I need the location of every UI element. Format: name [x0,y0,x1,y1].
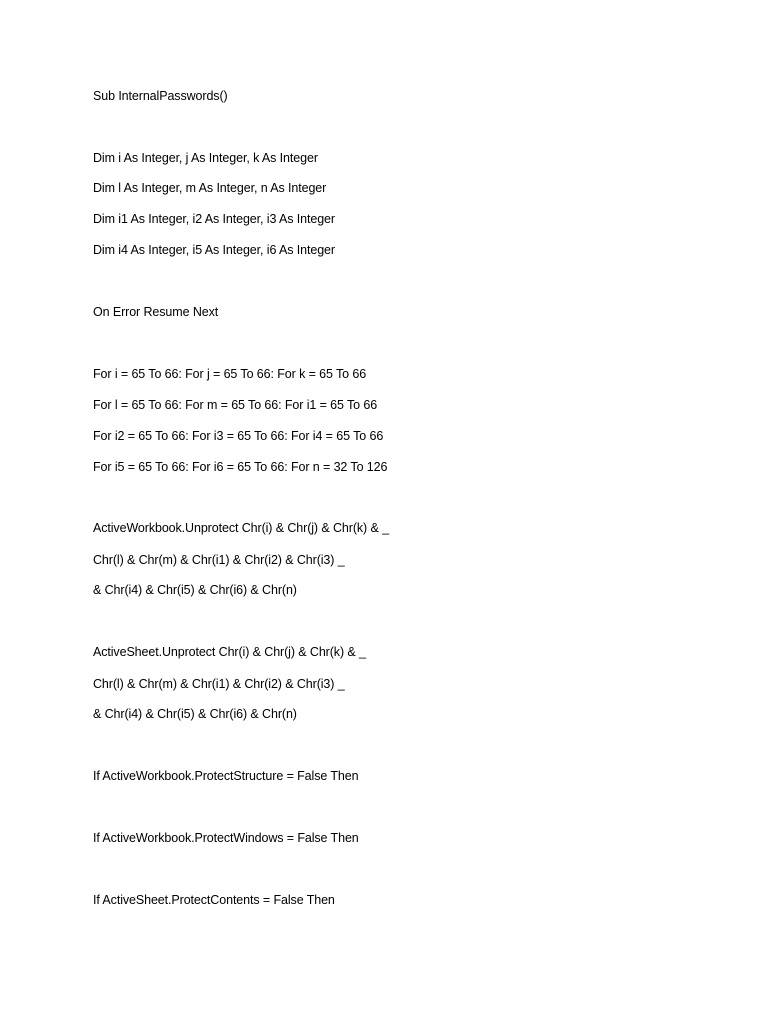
code-line-for-ijk: For i = 65 To 66: For j = 65 To 66: For k = 65 To 66 [93,367,367,381]
code-line-if-protect-windows: If ActiveWorkbook.ProtectWindows = False Then [93,831,359,845]
code-line-for-i5-n: For i5 = 65 To 66: For i6 = 65 To 66: For n = 32 To 126 [93,460,388,474]
code-line-dim-i1-i3: Dim i1 As Integer, i2 As Integer, i3 As Integer [93,212,335,226]
code-line-for-i2-i4: For i2 = 65 To 66: For i3 = 65 To 66: For i4 = 65 To 66 [93,429,384,443]
code-line-dim-i4-i6: Dim i4 As Integer, i5 As Integer, i6 As Integer [93,243,335,257]
code-line-workbook-unprotect-1: ActiveWorkbook.Unprotect Chr(i) & Chr(j) & Chr(k) & _ [93,521,389,535]
code-line-if-protect-contents: If ActiveSheet.ProtectContents = False Then [93,893,335,907]
code-line-sheet-unprotect-2: Chr(l) & Chr(m) & Chr(i1) & Chr(i2) & Chr(i3) _ [93,677,345,691]
code-line-if-protect-structure: If ActiveWorkbook.ProtectStructure = False Then [93,769,359,783]
code-line-on-error: On Error Resume Next [93,305,219,319]
code-line-sheet-unprotect-3: & Chr(i4) & Chr(i5) & Chr(i6) & Chr(n) [93,707,297,721]
code-line-sheet-unprotect-1: ActiveSheet.Unprotect Chr(i) & Chr(j) & Chr(k) & _ [93,645,366,659]
code-line-dim-ijk: Dim i As Integer, j As Integer, k As Integer [93,151,318,165]
code-line-dim-lmn: Dim l As Integer, m As Integer, n As Integer [93,181,327,195]
code-line-workbook-unprotect-3: & Chr(i4) & Chr(i5) & Chr(i6) & Chr(n) [93,583,297,597]
code-line-sub-declaration: Sub InternalPasswords() [93,89,228,103]
code-line-workbook-unprotect-2: Chr(l) & Chr(m) & Chr(i1) & Chr(i2) & Chr(i3) _ [93,553,345,567]
code-line-for-lm-i1: For l = 65 To 66: For m = 65 To 66: For i1 = 65 To 66 [93,398,378,412]
